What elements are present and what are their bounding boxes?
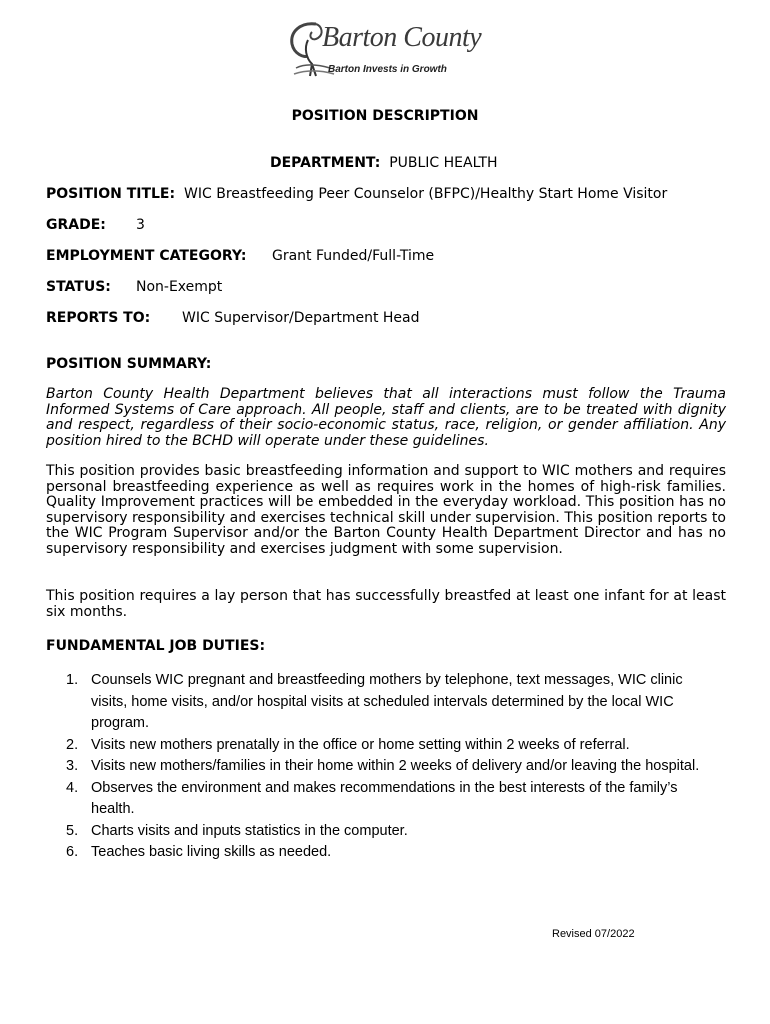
duty-item: 4. Observes the environment and makes recommendations in the best interests of the family’s health. — [66, 779, 678, 817]
status-value: Non-Exempt — [136, 279, 223, 295]
logo-tagline: Barton Invests in Growth — [328, 64, 447, 75]
employment-category-value: Grant Funded/Full-Time — [272, 248, 435, 264]
logo-title: Barton County — [322, 22, 482, 53]
position-summary-heading: POSITION SUMMARY: — [46, 356, 212, 372]
position-title-row — [46, 185, 667, 203]
position-title-value: WIC Breastfeeding Peer Counselor (BFPC)/Healthy Start Home Visitor — [184, 186, 668, 202]
status-label: STATUS: — [46, 279, 111, 295]
duty-item: 2. Visits new mothers prenatally in the office or home setting within 2 weeks of referral. — [66, 736, 630, 753]
job-duties-list — [66, 670, 706, 864]
status-row — [46, 278, 111, 296]
revision-date: Revised 07/2022 — [552, 928, 635, 940]
trauma-informed-statement: Barton County Health Department believes that all interactions must follow the Trauma Informed Systems of Care approach. All people, staff and clients, are to be treated with dignity and respect, regardless of their socio-economic status, race, religion, or gender affiliation. Any position hired to the BCHD will operate under these guidelines. — [46, 386, 726, 449]
grade-row — [46, 216, 106, 234]
employment-category-label: EMPLOYMENT CATEGORY: — [46, 248, 247, 264]
summary-paragraph-1: This position provides basic breastfeeding information and support to WIC mothers and requires personal breastfeeding experience as well as requires work in the homes of high-risk families. Quality Improvement practices will be embedded in the everyday workload. This position has no supervisory responsibility and exercises technical skill under supervision. This position reports to the WIC Program Supervisor and/or the Barton County Health Department Director and has no supervisory responsibility and exercises judgment with some supervision. — [46, 463, 726, 557]
duty-item: 6. Teaches basic living skills as needed. — [66, 844, 332, 860]
duty-item: 5. Charts visits and inputs statistics in the computer. — [66, 822, 408, 839]
position-title-label: POSITION TITLE: — [46, 186, 176, 202]
job-duties-heading: FUNDAMENTAL JOB DUTIES: — [46, 638, 266, 654]
department-label: DEPARTMENT: — [270, 155, 381, 171]
barton-county-logo — [286, 18, 486, 80]
reports-to-value: WIC Supervisor/Department Head — [182, 310, 420, 326]
reports-to-label: REPORTS TO: — [46, 310, 151, 326]
reports-to-row — [46, 309, 150, 327]
duty-item: 3. Visits new mothers/families in their home within 2 weeks of delivery and/or leaving the hospital. — [66, 758, 700, 774]
summary-paragraph-2: This position requires a lay person that has successfully breastfed at least one infant for at least six months. — [46, 588, 726, 620]
department-value: PUBLIC HEALTH — [389, 155, 498, 171]
duty-item: 1. Counsels WIC pregnant and breastfeeding mothers by telephone, text messages, WIC clinic visits, home visits, and/or hospital visits at scheduled intervals determined by the local WIC program. — [66, 672, 683, 731]
department-row — [270, 154, 498, 172]
document-title: POSITION DESCRIPTION — [291, 108, 479, 124]
employment-category-row — [46, 247, 246, 265]
grade-value: 3 — [136, 217, 145, 233]
grade-label: GRADE: — [46, 217, 106, 233]
